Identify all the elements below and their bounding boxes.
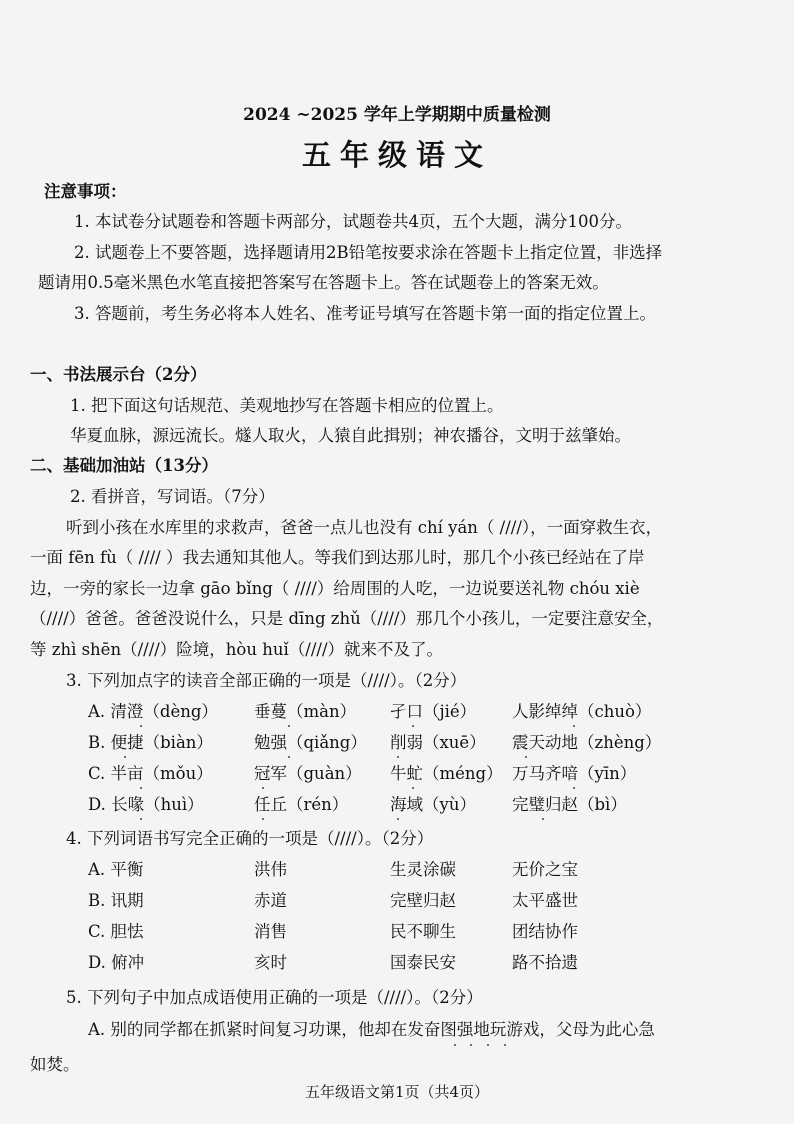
q3-option: 人影绰绰（chuò） xyxy=(512,702,652,721)
pinyin-passage-line: （////）爸爸。爸爸没说什么，只是 dīng zhǔ（////）那几个小孩儿，一定要注意安全， xyxy=(30,609,664,628)
question-4-title: 4. 下列词语书写完全正确的一项是（////）。（2分） xyxy=(66,829,434,848)
emphasis-dot xyxy=(397,756,399,758)
question-3-title: 3. 下列加点字的读音全部正确的一项是（////）。（2分） xyxy=(66,671,467,690)
question-5-title: 5. 下列句子中加点成语使用正确的一项是（////）。（2分） xyxy=(66,988,483,1007)
q4-option: 团结协作 xyxy=(512,922,578,941)
notice-item: 2. 试题卷上不要答题，选择题请用2B铅笔按要求涂在答题卡上指定位置，非选择 xyxy=(74,243,663,262)
q4-option: 生灵涂碳 xyxy=(390,860,456,879)
q3-option: 垂蔓（màn） xyxy=(254,702,357,721)
pinyin-passage-line: 一面 fēn fù（ //// ）我去通知其他人。等我们到达那儿时，那几个小孩已经站在了岸 xyxy=(30,548,645,567)
q5-option-a: A. 别的同学都在抓紧时间复习功课，他却在发奋图强地玩游戏，父母为此心急 xyxy=(88,1020,655,1039)
emphasis-dot xyxy=(487,1044,489,1046)
q3-option: 万马齐喑（yīn） xyxy=(512,764,637,783)
q3-option: 完璧归赵（bì） xyxy=(512,795,627,814)
q4-option: 完壁归赵 xyxy=(390,891,456,910)
emphasis-dot xyxy=(262,818,264,820)
emphasis-dot xyxy=(542,818,544,820)
page-footer: 五年级语文第1页（共4页） xyxy=(304,1083,490,1101)
emphasis-dot xyxy=(140,818,142,820)
emphasis-dot xyxy=(124,756,126,758)
emphasis-dot xyxy=(504,1044,506,1046)
calligraphy-text: 华夏血脉，源远流长。燧人取火，人猿自此揖别；神农播谷，文明于兹肇始。 xyxy=(70,426,631,445)
notice-heading: 注意事项： xyxy=(44,182,127,201)
emphasis-dot xyxy=(470,1044,472,1046)
q4-option: 太平盛世 xyxy=(512,891,578,910)
emphasis-dot xyxy=(288,756,290,758)
notice-item: 3. 答题前，考生务必将本人姓名、准考证号填写在答题卡第一面的指定位置上。 xyxy=(74,304,656,323)
emphasis-dot xyxy=(140,725,142,727)
pinyin-passage-line: 听到小孩在水库里的求救声，爸爸一点儿也没有 chí yán（ ////），一面穿救生衣， xyxy=(66,518,663,537)
emphasis-dot xyxy=(454,1044,456,1046)
q4-option: B. 讯期 xyxy=(88,891,144,910)
q3-option: C. 半亩（mǒu） xyxy=(88,764,213,783)
q4-option: A. 平衡 xyxy=(88,860,144,879)
q3-option: 任丘（rén） xyxy=(254,795,349,814)
question-1: 1. 把下面这句话规范、美观地抄写在答题卡相应的位置上。 xyxy=(70,396,504,415)
q4-option: C. 胆怯 xyxy=(88,922,144,941)
q5-option-a-continued: 如焚。 xyxy=(30,1055,80,1074)
q3-option: D. 长喙（huì） xyxy=(88,795,204,814)
section-heading: 一、书法展示台（2分） xyxy=(30,365,207,384)
notice-item: 1. 本试卷分试题卷和答题卡两部分，试题卷共4页，五个大题，满分100分。 xyxy=(74,212,632,231)
section-heading: 二、基础加油站（13分） xyxy=(30,456,218,475)
q4-option: 国泰民安 xyxy=(390,953,456,972)
q3-option: 勉强（qiǎng） xyxy=(254,733,367,752)
exam-title: 五年级语文 xyxy=(301,138,492,172)
notice-item: 题请用0.5毫米黑色水笔直接把答案写在答题卡上。答在试题卷上的答案无效。 xyxy=(38,273,609,292)
emphasis-dot xyxy=(573,787,575,789)
q4-option: 路不拾遗 xyxy=(512,953,578,972)
emphasis-dot xyxy=(397,818,399,820)
q4-option: 洪伟 xyxy=(254,860,287,879)
emphasis-dot xyxy=(262,787,264,789)
q4-option: 亥时 xyxy=(254,953,287,972)
q4-option: 民不聊生 xyxy=(390,922,456,941)
q4-option: 赤道 xyxy=(254,891,287,910)
q3-option: 冠军（guàn） xyxy=(254,764,362,783)
q3-option: B. 便捷（biàn） xyxy=(88,733,213,752)
q4-option: 无价之宝 xyxy=(512,860,578,879)
exam-subtitle: 2024 ~2025 学年上学期期中质量检测 xyxy=(243,105,551,125)
q3-option: 震天动地（zhèng） xyxy=(512,733,662,752)
pinyin-passage-line: 等 zhì shēn（////）险境，hòu huǐ（////）就来不及了。 xyxy=(30,640,444,659)
q3-option: 牛虻（méng） xyxy=(390,764,503,783)
q3-option: 海域（yù） xyxy=(390,795,476,814)
question-2-title: 2. 看拼音，写词语。（7分） xyxy=(70,487,275,506)
emphasis-dot xyxy=(140,787,142,789)
q3-option: A. 清澄（dèng） xyxy=(88,702,218,721)
emphasis-dot xyxy=(288,725,290,727)
pinyin-passage-line: 边，一旁的家长一边拿 gāo bǐng（ ////）给周围的人吃，一边说要送礼物 chóu xiè xyxy=(30,579,640,598)
q4-option: D. 俯冲 xyxy=(88,953,145,972)
emphasis-dot xyxy=(412,787,414,789)
q3-option: 孑口（jié） xyxy=(390,702,477,721)
emphasis-dot xyxy=(525,756,527,758)
emphasis-dot xyxy=(412,725,414,727)
emphasis-dot xyxy=(573,725,575,727)
q4-option: 消售 xyxy=(254,922,287,941)
q3-option: 削弱（xuē） xyxy=(390,733,486,752)
